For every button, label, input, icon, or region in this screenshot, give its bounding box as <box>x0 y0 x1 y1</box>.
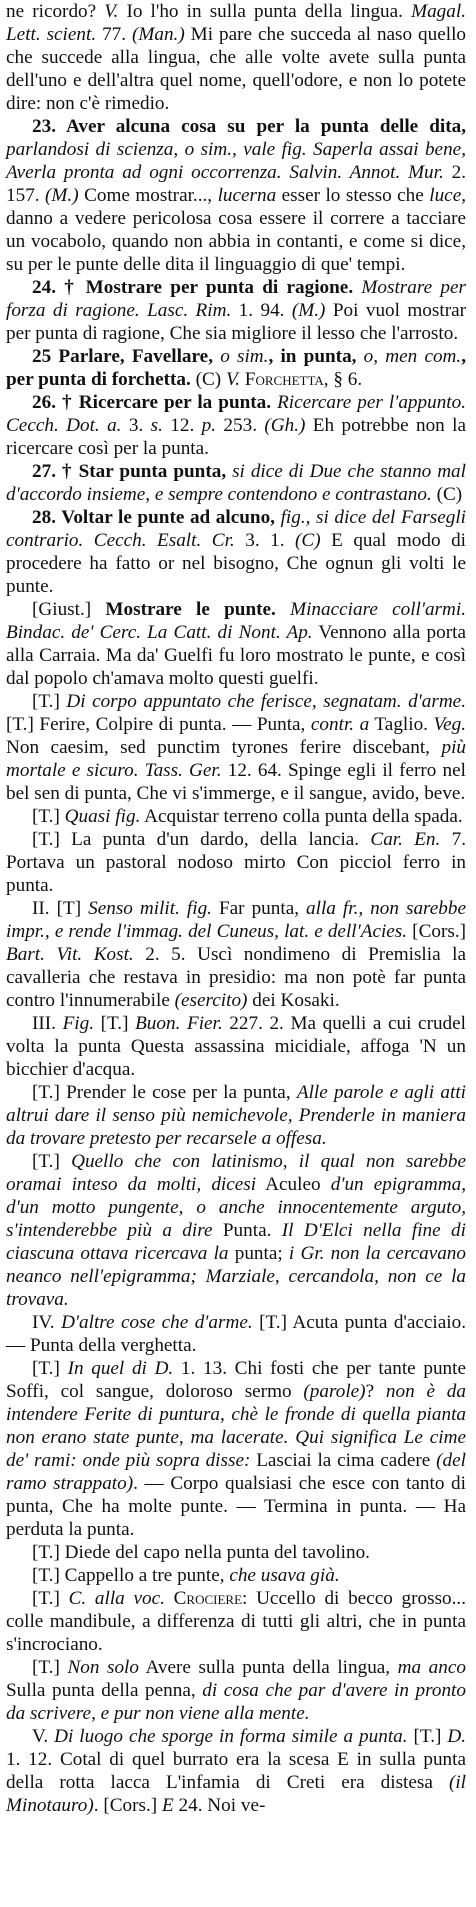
text-run: 3. 1. <box>234 530 296 551</box>
text-run: [T.] <box>94 1013 136 1034</box>
text-run: Taglio. <box>369 714 434 735</box>
text-run: [Cors.] <box>407 921 467 942</box>
text-run: [T.] Acuta punta d'acciaio. — Punta della verghetta. <box>6 1312 466 1356</box>
text-run: 2. 5. Uscì nondimeno di Premislia la cavalleria che restava in presidio: ma non potè far punta contro l'innumerabile <box>6 944 466 1011</box>
text-run: fig., si dice del Farsegli contrario. Cecch. Esalt. Cr. <box>6 507 466 551</box>
text-run: Buon. Fier. <box>135 1013 223 1034</box>
text-run: (Gh.) <box>264 415 306 436</box>
text-run: E qual modo di procedere ha fatto or nel bisogno, Che ognun gli volti le punte. <box>6 530 466 597</box>
entry-paragraph <box>6 1012 466 1081</box>
text-run: V. <box>104 1 119 22</box>
text-run: Vennono alla porta alla Carraia. Ma da' Guelfi fu loro mostrato le punte, e così dal popolo ch'amava molto questi guelfi. <box>6 622 466 689</box>
text-run: Quello che con latinismo, il qual non sarebbe oramai inteso da molti, dicesi <box>6 1151 466 1195</box>
text-run: Car. En. <box>370 829 441 850</box>
text-run: [T.] Ferire, Colpire di punta. — Punta, <box>6 714 311 735</box>
text-run: dei Kosaki. <box>247 990 340 1011</box>
text-run: Forchetta <box>244 369 324 390</box>
text-run: In quel di D. <box>67 1358 174 1379</box>
text-run: Far punta, <box>211 898 307 919</box>
text-run: [Giust.] <box>32 599 106 620</box>
text-run: [T.] Cappello a tre punte, <box>32 1565 230 1586</box>
text-run: (Man.) <box>132 24 185 45</box>
text-run: Veg. <box>433 714 467 735</box>
text-run: che usava già. <box>229 1565 340 1586</box>
text-run: 227. 2. Ma quelli a cui crudel volta la punta Questa assassina micidiale, affoga 'N un bicchier d'acqua. <box>6 1013 466 1080</box>
entry-paragraph <box>6 828 466 897</box>
text-run: 28. Voltar le punte ad alcuno, <box>32 507 281 528</box>
text-run: 3. <box>121 415 151 436</box>
text-run: d'un epigramma, d'un motto pungente, o anche innocentemente arguto, s'intenderebbe più a dire <box>6 1174 466 1241</box>
entry-paragraph <box>6 805 466 828</box>
entry-paragraph <box>6 1311 466 1357</box>
text-run: Crociere <box>173 1588 243 1609</box>
text-run: [T.] La punta d'un dardo, della lancia. <box>32 829 371 850</box>
text-run: 12. 64. Spinge egli il ferro nel bel sen di punta, Che vi s'immerge, e il sangue, avido, beve. <box>6 760 466 804</box>
text-run: 24. Noi ve- <box>173 1795 266 1816</box>
text-run: Io l'ho in sulla punta della lingua. <box>118 1 412 22</box>
text-run: p. <box>201 415 217 436</box>
text-run: C. alla voc. <box>68 1588 165 1609</box>
text-run: (M.) <box>45 185 79 206</box>
text-run: ma anco <box>397 1657 466 1678</box>
text-run: esser lo stesso che <box>276 185 430 206</box>
entry-paragraph <box>6 897 466 1012</box>
text-run: Avere sulla punta della lingua, <box>138 1657 398 1678</box>
text-run: contr. a <box>310 714 370 735</box>
text-run: V. <box>32 1726 55 1747</box>
text-run: (M.) <box>291 300 326 321</box>
text-run: (esercito) <box>174 990 248 1011</box>
text-run: [T.] <box>32 806 65 827</box>
text-run: [T.] <box>32 1358 68 1379</box>
entry-paragraph <box>6 1081 466 1150</box>
text-run: (C) <box>195 369 226 390</box>
text-run: Di luogo che sporge in forma simile a punta. <box>54 1726 408 1747</box>
text-run: Minacciare coll'armi. Bindac. de' Cerc. La Catt. di Nont. Ap. <box>6 599 467 643</box>
text-run: [T.] <box>32 1657 68 1678</box>
text-run: 23. Aver alcuna cosa su per la punta delle dita, <box>32 116 466 137</box>
text-run: ne ricordo? <box>6 1 105 22</box>
text-run: (parole) <box>303 1381 366 1402</box>
text-run: 77. <box>96 24 132 45</box>
text-run: [T.] Diede del capo nella punta del tavolino. <box>32 1542 370 1563</box>
text-run: Quasi fig. <box>64 806 141 827</box>
entry-paragraph <box>6 1541 466 1564</box>
text-run: , per punta di forchetta. <box>6 346 466 390</box>
text-run: Non caesim, sed punctim tyrones ferire discebant, <box>6 737 442 758</box>
text-run: [T.] Prender le cose per la punta, <box>32 1082 297 1103</box>
entry-paragraph <box>6 1725 466 1817</box>
text-run: 26. † Ricercare per la punta. <box>32 392 278 413</box>
text-run: 25 Parlare, Favellare, <box>32 346 221 367</box>
text-run: i Gr. non la cercavano neanco nell'epigramma; Marziale, cercandola, non ce la trovava. <box>6 1243 466 1310</box>
text-run: più mortale e sicuro. Tass. Ger. <box>6 737 466 781</box>
entry-paragraph <box>6 1587 466 1656</box>
text-run: 253. <box>216 415 265 436</box>
entry-paragraph <box>6 460 466 506</box>
text-run: , § 6. <box>323 369 363 390</box>
entry-paragraph <box>6 1357 466 1541</box>
entry-paragraph <box>6 1564 466 1587</box>
text-run: , in punta, <box>268 346 364 367</box>
text-run: 7. Portava un pastoral nodoso mirto Con picciol ferro in punta. <box>6 829 467 896</box>
text-run: V. <box>225 369 240 390</box>
text-run: . — Corpo qualsiasi che esce con tanto di punta, Che ha molte punte. — Termina in punta. — Ha perduta la punta. <box>6 1473 466 1540</box>
entry-paragraph <box>6 690 466 805</box>
text-run: III. <box>32 1013 63 1034</box>
text-run: 1. 13. Chi fosti che per tante punte Soffi, col sangue, doloroso sermo <box>6 1358 466 1402</box>
text-run: Mostrare per forza di ragione. Lasc. Rim. <box>6 277 466 321</box>
text-run: parlandosi di scienza, o sim., vale fig. Saperla assai bene, Averla pronta ad ogni occorrenza. Salvin. Annot. Mur. <box>6 139 466 183</box>
entry-paragraph <box>6 276 466 345</box>
text-run: Come mostrar..., <box>78 185 218 206</box>
text-run: Acquistar terreno colla punta della spada. <box>140 806 463 827</box>
text-run: IV. <box>32 1312 62 1333</box>
entry-paragraph <box>6 598 466 690</box>
text-run: D'altre cose che d'arme. <box>61 1312 253 1333</box>
text-run: , danno a vedere pericolosa cosa essere il correre a tacciare un vocabolo, quando non abbia in contanti, e come si dice, su per le punte delle dita il linguaggio di que' tempi. <box>6 185 467 275</box>
text-run: si dice di Due che stanno mal d'accordo insieme, e sempre contendono e contrastano. <box>6 461 466 505</box>
text-run: luce <box>429 185 462 206</box>
text-run: (C) <box>295 530 321 551</box>
text-run: punta; <box>228 1243 289 1264</box>
text-run: : Uccello di becco grosso... colle mandibule, a differenza di tutti gli altri, che in punta s'incrociano. <box>6 1588 467 1655</box>
text-run: II. [T] <box>32 898 89 919</box>
text-run: [T.] <box>32 1588 69 1609</box>
text-run: Poi vuol mostrar per punta di ragione, Che sia migliore il lesso che l'arrosto. <box>6 300 466 344</box>
text-run: Sulla punta della penna, <box>6 1680 203 1701</box>
text-run: Ricercare per l'appunto. Cecch. Dot. a. <box>6 392 467 436</box>
entry-paragraph <box>6 0 466 115</box>
text-run: D. <box>447 1726 466 1747</box>
entry-paragraph <box>6 391 466 460</box>
entry-paragraph <box>6 115 466 276</box>
text-run: Fig. <box>62 1013 95 1034</box>
text-run <box>165 1588 174 1609</box>
text-run: o, men com. <box>363 346 462 367</box>
text-run: Mostrare le punte. <box>105 599 291 620</box>
text-run: s. <box>150 415 163 436</box>
text-run: (del ramo strappato) <box>6 1450 466 1494</box>
text-run: Alle parole e agli atti altrui dare il senso più nemichevole, Prenderle in maniera da trovare pretesto per recarsele a offesa. <box>6 1082 467 1149</box>
text-run: Senso milit. fig. <box>88 898 212 919</box>
text-run: Bart. Vit. Kost. <box>6 944 134 965</box>
entry-paragraph <box>6 1150 466 1311</box>
text-run: 1. 94. <box>231 300 292 321</box>
text-run: alla fr., non sarebbe impr., e rende l'immag. del Cuneus, lat. e dell'Acies. <box>6 898 467 942</box>
text-run: 24. † Mostrare per punta di ragione. <box>32 277 362 298</box>
text-run: [T.] <box>32 1151 72 1172</box>
text-run: E <box>161 1795 174 1816</box>
text-run: ? <box>365 1381 386 1402</box>
entry-paragraph <box>6 345 466 391</box>
text-run: Eh potrebbe non la ricercare così per la punta. <box>6 415 466 459</box>
text-run: non è da intendere Ferite di puntura, chè le fronde di quella pianta non erano state punte, ma lacerate. Qui significa Le cime de' rami: onde più sopra disse: <box>6 1381 466 1471</box>
text-run: 27. † Star punta punta, <box>32 461 233 482</box>
text-run: Punta. <box>212 1220 282 1241</box>
entry-paragraph <box>6 506 466 598</box>
text-run: (il Minotauro) <box>6 1772 466 1816</box>
text-run: Mi pare che succeda al naso quello che succede alla lingua, che alle volte avete sulla punta dell'uno e dell'altra quel nome, quell'odore, e non lo potete dire: non c'è rimedio. <box>6 24 467 114</box>
text-run: Magal. Lett. scient. <box>6 1 466 45</box>
text-run: (C) <box>431 484 463 505</box>
text-run: [T.] <box>32 691 67 712</box>
text-run: Di corpo appuntato che ferisce, segnatam. d'arme. <box>66 691 466 712</box>
text-run: Aculeo <box>256 1174 331 1195</box>
text-run: Lasciai la cima cadere <box>250 1450 437 1471</box>
entry-paragraph <box>6 1656 466 1725</box>
text-run: Non solo <box>67 1657 139 1678</box>
text-run: 2. 157. <box>6 162 466 206</box>
text-run: Il D'Elci nella fine di ciascuna ottava ricercava la <box>6 1220 466 1264</box>
text-run: di cosa che par d'avere in pronto da scrivere, e pur non viene alla mente. <box>6 1680 466 1724</box>
text-run: o sim. <box>220 346 269 367</box>
text-run: lucerna <box>217 185 277 206</box>
text-run: [T.] <box>407 1726 448 1747</box>
text-run: 12. <box>162 415 202 436</box>
text-run: . [Cors.] <box>93 1795 162 1816</box>
text-run: 1. 12. Cotal di quel burrato era la scesa E in sulla punta della rotta lacca L'infamia di Creti era distesa <box>6 1749 466 1793</box>
